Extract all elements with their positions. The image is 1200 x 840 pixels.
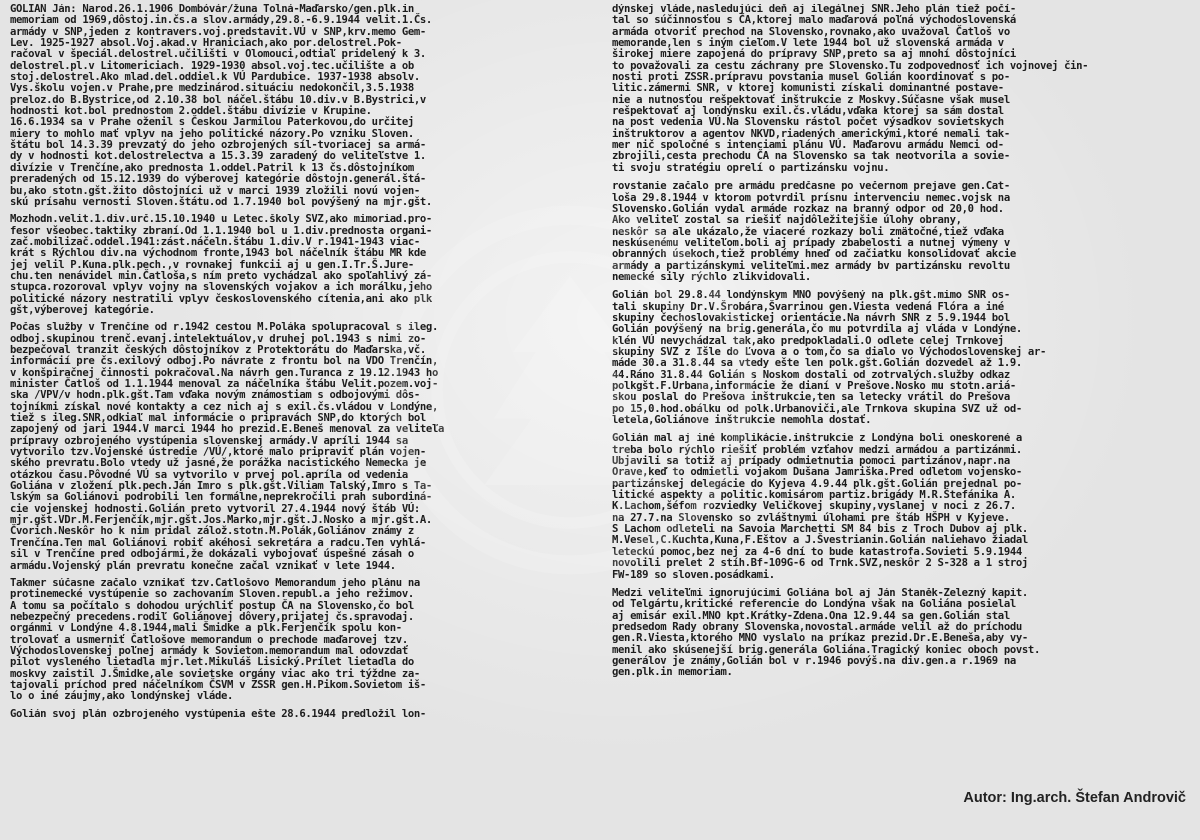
paragraph-memorandum: Takmer súčasne začalo vznikať tzv.Čatlošovo Memorandum jeho plánu na protinemecké vystúpenie so zachovaním Sloven.republ.a jeho režimov. A tomu sa počítalo s dohodou urýchliť postup ČA na Slovensko,čo bol nebezpečný precedens.rodiľ Goliánovej dôvery,prijatej čs.spravodaj. orgánmi v Londýne 4.8.1944,mali Šmidke a plk.Ferjenčík spolu kon- trolovať a usmerniť Čatlošove memorandum o prechode maďarovej tzv. Východoslovenskej poľnej armády k Sovietom.memorandum mal odovzdať pilot vysleného lietadla mjr.let.Mikuláš Lisický.Prílet lietadla do moskvy zaistil J.Šmidke,ale sovietske orgány viac ako tri týždne za- tajovali príchod pred náčelníkom ČSVM v ZSSR gen.H.Pikom.Sovietom iš- lo o iné záujmy,ako londýnskej vláde. xyxy=(10,577,426,703)
paragraph-military-career: Mozhodn.velit.1.div.urč.15.10.1940 u Letec.školy SVZ,ako mimoriad.pro- fesor všeobec.taktiky zbraní.Od 1.1.1940 bol u 1.div.prednosta organi- zač.mobilizač.oddel.1941:zást.náčeln.štábu 1.div.V r.1941-1943 viac- krát s Rýchlou div.na východnom fronte,1943 bol náčelník štábu MR kde jej velil P.Kuna.plk.pech.,v rovnakej funkcii aj u gen.I.Tr.Š.Jure- chu.ten nenávidel min.Čatloša,s ním preto vychádzal ako spoľahlivý zá- stupca.rozoroval vplyv vojny na slovenských vojakov a ich morálku,jeho politické názory nestratili vplyv československého cítenia,ani ako plk gšt,výberovej kategórie. xyxy=(10,214,432,316)
paragraph-biography: GOLIÁN Ján: Narod.26.1.1906 Dombóvár/žuna Tolná-Maďarsko/gen.plk.in memoriam od 1969,dôstoj.in.čs.a slov.armády,29.8.-6.9.1944 velit.1.Čs. armády v SNP,jeden z kontravers.voj.predstavit.VÚ v SNP,krv.memo Gem- Lev. 1925-1927 absol.Voj.akad.v Hraniciach,ako por.delostrel.Pok- račoval v špeciál.delostrel.učilišti v Olomouci,odtiaľ pridelený k 3. delostrel.pl.v Litomericiach. 1929-1930 absol.voj.tec.učilište a ob stoj.delostrel.Ako mlad.del.oddiel.k VÚ Pardubice. 1937-1938 absolv. Vys.školu vojen.v Prahe,pre medzinárod.situáciu nedokončil,3.5.1938 preloz.do B.Bystrice,od 2.10.38 bol náčel.štábu 10.div.v B.Bystrici,v hodnosti kot.bol prednostom 2.oddel.štábu divízie v Krupine. 16.6.1934 sa v Prahe oženil s Českou Jarmilou Paterkovou,do určitej miery to mohlo mať vplyv na jeho politické názory.Po vzniku Sloven. štátu bol 14.3.39 prevzatý do jeho ozbrojených síl-tvoriacej sa armá- dy v hodnosti kot.delostrelectva a 15.3.39 zaradený do veliteľstve 1. divízie v Trenčíne,ako prednosta 1.oddel.Patril k 13 čs.dôstojníkom preradených od 15.12.1939 do výberovej kategórie dôstojn.generál.štá- bu,ako stotn.gšt.žito dôstojníci už v marci 1939 zložili novú vojen- skú prísahu vernosti Sloven.štátu.od 1.7.1940 bol povýšený na mjr.gšt. xyxy=(10,4,432,208)
paragraph-uprising-start: rovstanie začalo pre armádu predčasne po večernom prejave gen.Čat- loša 29.8.1944 v ktorom potvrdil prísnu intervenciu nemec.vojsk na Slovensko.Golián vydal armáde rozkaz na branný odpor od 20,0 hod. Ako veliteľ zostal sa riešiť najdôležitejšie úlohy obrany, neskôr sa ale ukázalo,že viaceré rozkazy boli zmätočné,tiež vďaka neskúsenému veliteľom.boli aj prípady zbabelosti a nutnej výmeny v obranných úsekoch,tiež problémy hneď od začiatku konsolidovať akcie armády a partizánskymi veliteľmi.mez armády bv partizánsku revoltu nemecké sily rýchlo zlikvidovali. xyxy=(612,181,1016,283)
paragraph-complications: Golián mal aj iné komplikácie.inštrukcie z Londýna boli oneskorené a treba bolo rýchlo riešiť problém vzťahov medzi armádou a partizánmi. Ubjavili sa totiž aj prípady odmietnutia pomoci partizánov,napr.na Orave,keď to odmietli vojakom Dušana Jamriška.Pred odletom vojensko- partizánskej delegácie do Kyjeva 4.9.44 plk.gšt.Golián prejednal po- litické aspekty a politic.komisárom partiz.brigády M.R.Štefánika A. K.Lachom,šéfom rozviedky Veličkovej skupiny,vyslanej v noci z 26.7. na 27.7.na Slovensko so zvláštnymi úlohami pre štáb HŠPH v Kyjeve. S Lachom odleteli na Savoia Marchetti SM 84 bis z Troch Dubov aj plk. M.Vesel,C.Kuchta,Kuna,F.Eštov a J.Švestrianin.Golián naliehavo žiadal leteckú pomoc,bez nej za 4-6 dní to bude katastrofa.Sovieti 5.9.1944 novolili prelet 2 stíh.Bf-109G-6 od Trnk.SVZ,neskôr 2 S-328 a 1 stroj FW-189 so sloven.posádkami. xyxy=(612,433,1028,581)
author-credit: Autor: Ing.arch. Štefan Androvič xyxy=(963,790,1186,806)
document-columns xyxy=(10,4,1194,720)
left-column xyxy=(10,4,588,720)
paragraph-london-government: dýnskej vláde,nasledujúci deň aj ilegálnej SNR.Jeho plán tiež počí- tal so súčinnosťou s ČA,ktorej malo maďarová poľná východoslovenská armáda otvoriť prechod na Slovensko,rovnako,ako uvažoval Čatloš vo memorande,len s iným cieľom.V lete 1944 bol už slovenská armáda v širokej miere zapojená do prípravy SNP,preto sa aj mnohí dôstojníci to považovali za cestu záchrany pre Slovensko.Tu zodpovednosť ich vojnovej čin- nosti proti ZSSR.prípravu povstania musel Golián koordinovať s po- litic.zámermi SNR, v ktorej komunisti získali dominantné postave- nie a nutnosťou rešpektovať inštrukcie z Moskvy.Súčasne však musel rešpektovať aj londýnsku exil.čs.vládu,vďaka ktorej sa sám dostal na post vedenia VÚ.Na Slovensku rástol počet výsadkov sovietskych inštruktorov a agentov NKVD,riadených americkými,ktoré nemali tak- mer nič spoločné s intenciami plánu VÚ. Maďarovu armádu Nemci od- zbrojili,cesta prechodu ČA na Slovensko sa tak neotvorila a sovie- ti svoju stratégiu oprelí o partizánsku vojnu. xyxy=(612,4,1089,174)
paragraph-conclusion: Medzi veliteľmi ignorujúcimi Goliána bol aj Ján Staněk-Železný kapit. od Telgártu,kritické referencie do Londýna však na Goliána posielal aj emisár exil.MNO kpt.Krátky-Zdena.Ona 12.9.44 sa gen.Golián stal predsedom Rady obrany Slovenska,novostal.armáde velil až do príchodu gen.R.Viesta,ktorého MNO vyslalo na príkaz prezid.Dr.E.Beneša,aby vy- menil ako skúsenejší brig.generála Goliána.Tragický koniec oboch povst. generálov je známy,Golián bol v r.1946 povýš.na div.gen.a r.1969 na gen.plk.in memoriam. xyxy=(612,587,1040,679)
paragraph-resistance: Počas služby v Trenčíne od r.1942 cestou M.Poláka spolupracoval s ileg. odboj.skupinou trenč.evanj.intelektuálov,v druhej pol.1943 s nimi zo- bezpečoval tranzit českých dôstojníkov z Protektorátu do Maďarska,vč. informácií pre čs.exilový odboj.Po návrate z frontu bol na VDO Trenčín, v konšpiračnej činnosti pokračoval.Na návrh gen.Turanca z 19.12.1943 ho minister Čatloš od 1.1.1944 menoval za náčelníka štábu Velit.pozem.voj- ska /VPV/v hodn.plk.gšt.Tam vďaka novým známostiam s odbojovými dôs- tojníkmi získal nové kontakty a cez nich aj s exil.čs.vládou v Londýne, tiež s ileg.SNR,odkiaľ mal informácie o pripravách SNP,do ktorých bol zapojený od jari 1944.V marci 1944 ho prezid.E.Beneš menoval za veliteľa prípravy ozbrojeného vystúpenia slovenskej armády.V apríli 1944 sa vytvorilo tzv.Vojenské ústredie /VÚ/,ktoré malo pripraviť plán vojen- ského prevratu.Bolo vtedy už jasné,že porážka nacistického Nemecka je otázkou času.Pôvodné VÚ sa vytvorilo v prvej pol.apríla od vedenia Goliána v zložení plk.pech.Ján Imro s plk.gšt.Viliam Talský,Imro s Ta- lským sa Goliánovi podrobili len formálne,neprekročili prah subordiná- cie vojenskej hodnosti.Golián preto vytvoril 27.4.1944 nový štáb VÚ: mjr.gšt.VDr.M.Ferjenčík,mjr.gšt.Jos.Marko,mjr.gšt.J.Nosko a mjr.gšt.A. Čvorich.Neskôr ho k nim pridal zálož.stotn.M.Polák,Goliánov známy z Trenčína.Ten mal Goliánovi robiť akéhosi sekretára a radcu.Ten vyhlá- sil v Trenčíne pred odbojármi,že dokázali vybojovať úspešné zásah o armádu.Vojenský plán prevratu konečne začal vznikať v lete 1944. xyxy=(10,322,445,572)
right-column xyxy=(612,4,1194,720)
paragraph-plan: Golián svoj plán ozbrojeného vystúpenia ešte 28.6.1944 predložil lon- xyxy=(10,708,426,720)
paragraph-promotion: Golián bol 29.8.44 londýnskym MNO povýšený na plk.gšt.mimo SNR os- tali skupiny Dr.V.Šrobára,Švarrinou gen.Viesta vedená Flóra a iné skupiny čechoslovakistickej orientácie.Na návrh SNR z 5.9.1944 bol Golián povýšený na brig.generála,čo mu potvrdila aj vláda v Londýne. klén VÚ nevychádzal tak,ako predpokladali.O odlete celej Trnkovej skupiny SVZ z Išle do Ľvova a o tom,čo sa dialo vo Východoslovenskej ar- máde 30.a 31.8.44 sa vtedy ešte len polk.gšt.Golián dozvedel až 1.9. 44.Ráno 31.8.44 Golián s Noskom dostali od zotrvalých.služby odkaz polkgšt.F.Urbana,informácie že dianí v Prešove.Nosko mu stotn.ariá- skou poslal do Prešova inštrukcie,ten sa letecky vrátil do Prešova po 15,0.hod.obálku od polk.Urbanoviči,ale Trnkova skupina SVZ už od- letela,Goliánove inštrukcie nemohla dostať. xyxy=(612,290,1047,427)
